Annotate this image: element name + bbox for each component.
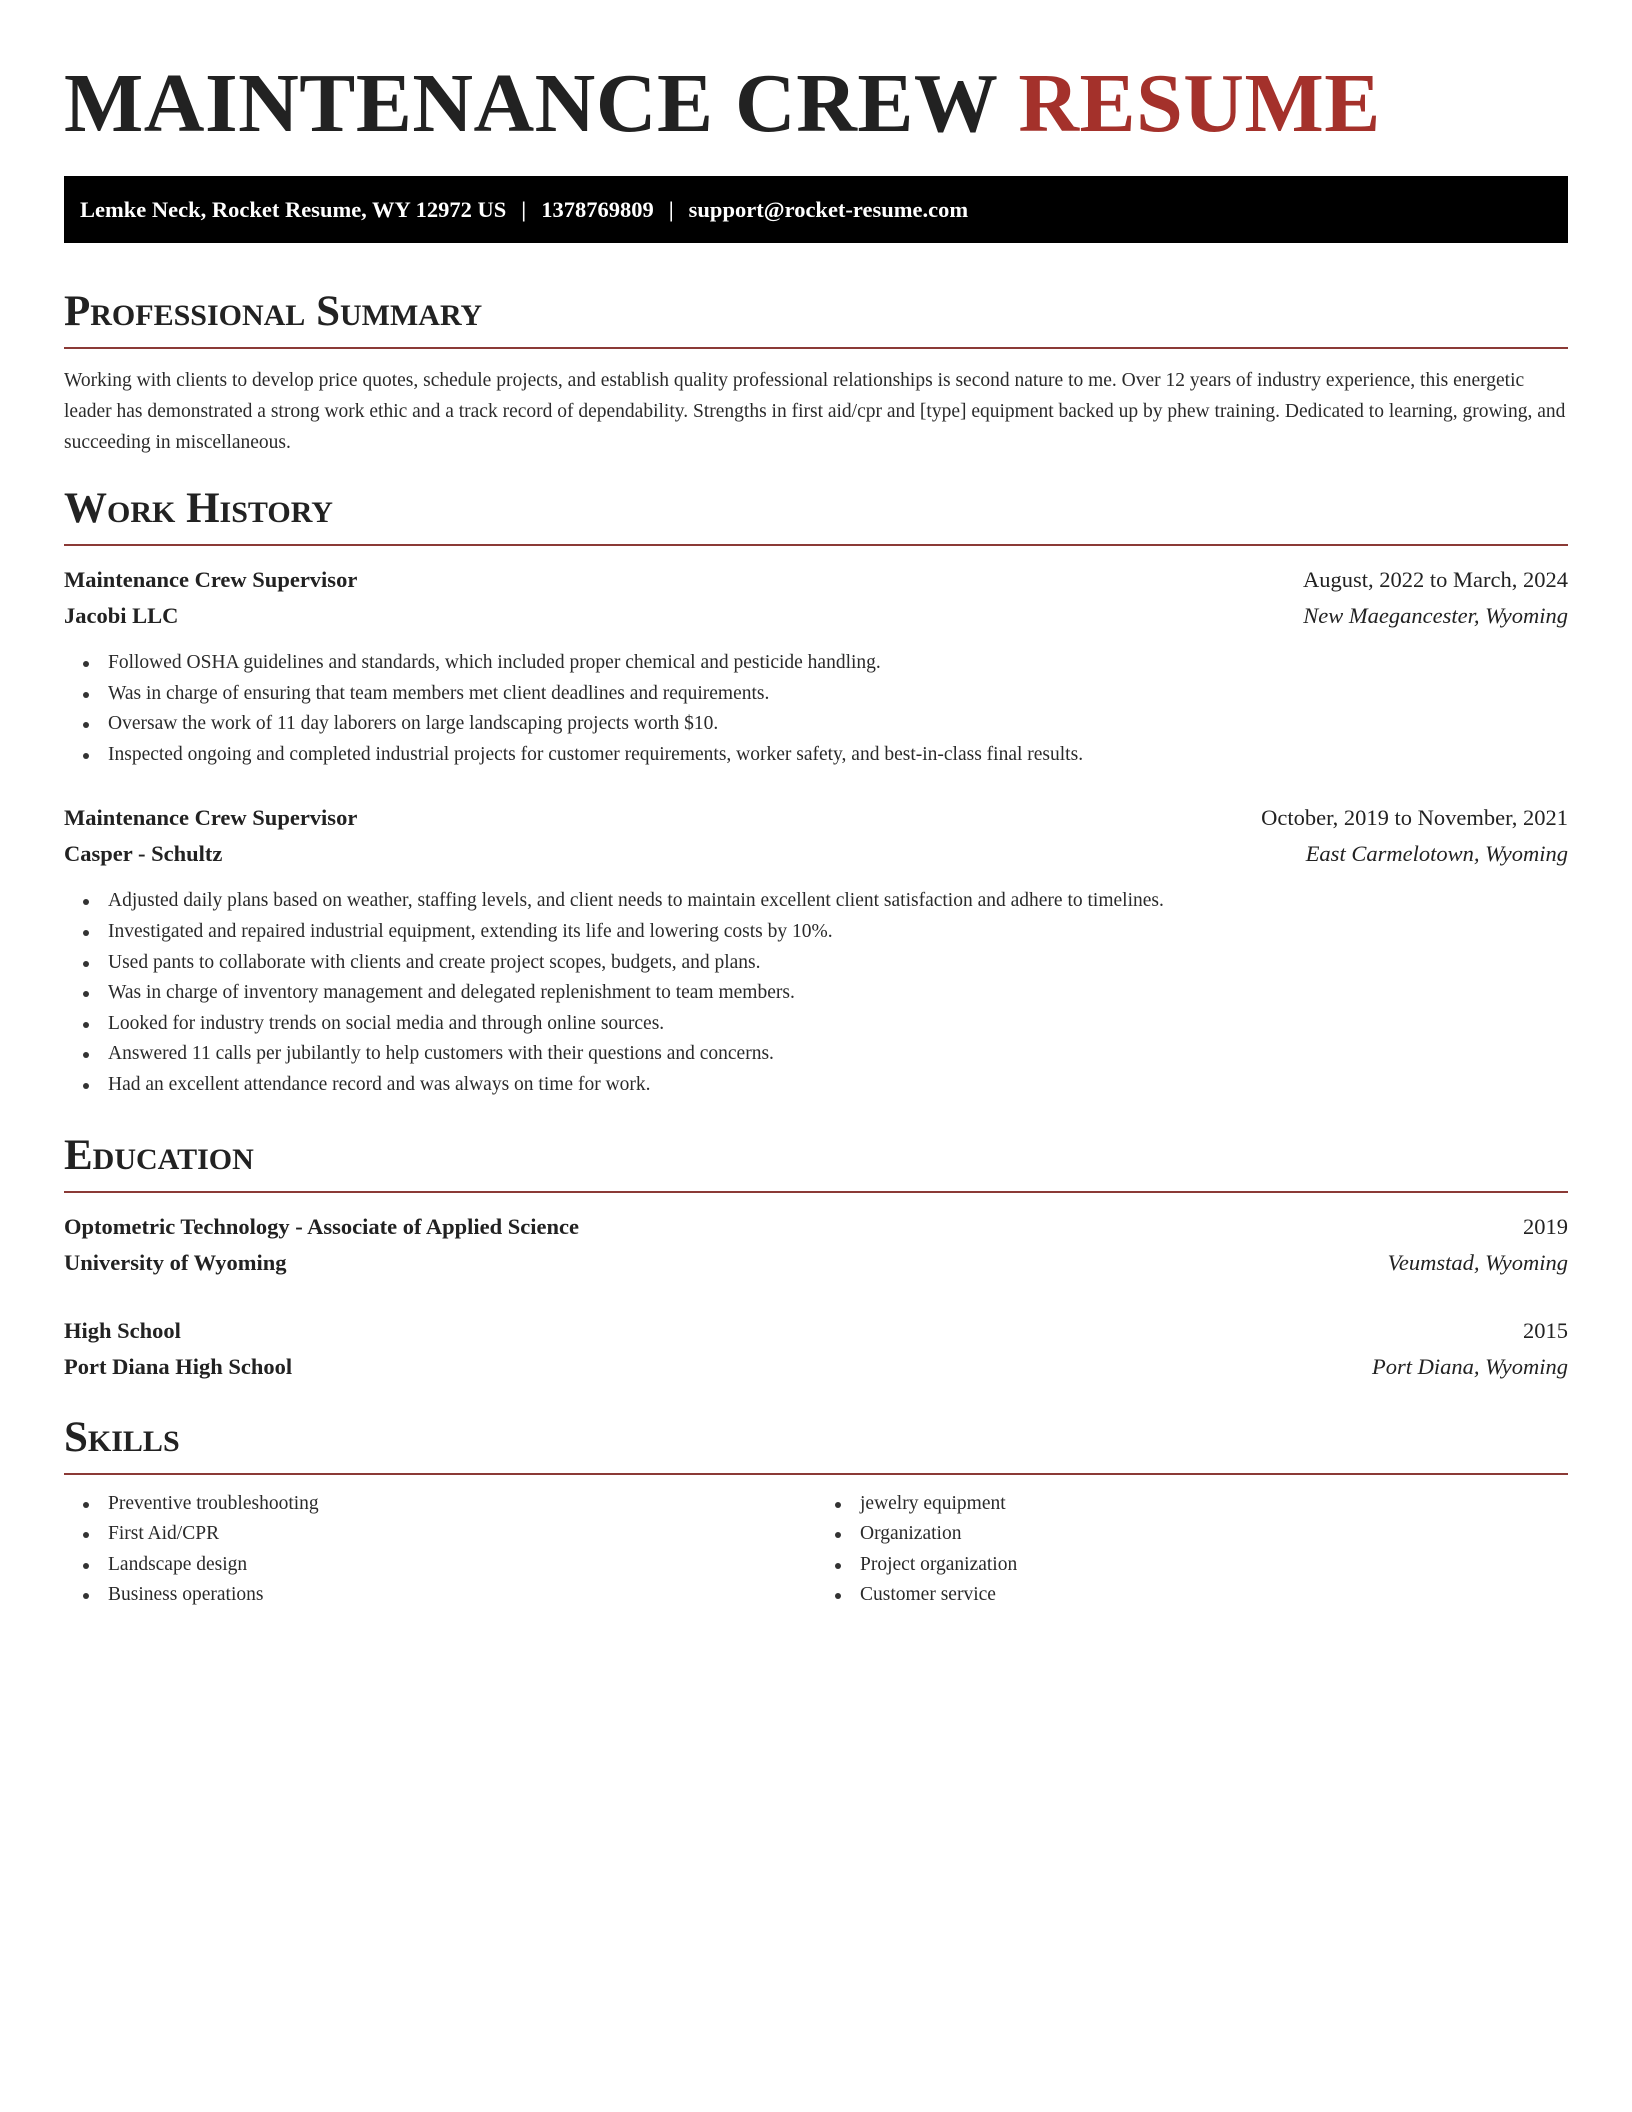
job-location: East Carmelotown, Wyoming [1305, 841, 1568, 867]
education-section [64, 1131, 1568, 1385]
section-divider [64, 544, 1568, 546]
education-year: 2019 [1523, 1213, 1568, 1239]
job-company: Casper - Schultz [64, 841, 223, 867]
skill-item: First Aid/CPR [108, 1519, 816, 1550]
skills-column-left [64, 1489, 816, 1611]
skills-section [64, 1413, 1568, 1611]
education-entry [64, 1209, 1568, 1281]
job-header [64, 800, 1568, 836]
job-entry [64, 562, 1568, 770]
skills-grid [64, 1489, 1568, 1611]
skill-item: Project organization [860, 1550, 1568, 1581]
job-title: Maintenance Crew Supervisor [64, 567, 358, 592]
professional-summary-section [64, 287, 1568, 458]
list-item: Was in charge of ensuring that team members met client deadlines and requirements. [108, 679, 1568, 710]
contact-bar [64, 176, 1568, 243]
education-location: Port Diana, Wyoming [1371, 1353, 1568, 1379]
job-bullets [64, 648, 1568, 770]
list-item: Looked for industry trends on social media and through online sources. [108, 1009, 1568, 1040]
work-history-section [64, 484, 1568, 1101]
section-heading: Skills [64, 1413, 180, 1461]
section-heading: Work History [64, 485, 333, 532]
job-dates: October, 2019 to November, 2021 [1261, 805, 1568, 831]
skill-item: Customer service [860, 1580, 1568, 1611]
contact-separator: | [668, 196, 674, 222]
list-item: Used pants to collaborate with clients and create project scopes, budgets, and plans. [108, 948, 1568, 979]
skill-item: jewelry equipment [860, 1489, 1568, 1520]
job-company: Jacobi LLC [64, 603, 179, 628]
contact-separator: | [521, 196, 527, 222]
list-item: Followed OSHA guidelines and standards, which included proper chemical and pesticide handling. [108, 648, 1568, 679]
list-item: Investigated and repaired industrial equipment, extending its life and lowering costs by 10%. [108, 917, 1568, 948]
skill-item: Business operations [108, 1580, 816, 1611]
education-year: 2015 [1523, 1317, 1568, 1343]
list-item: Adjusted daily plans based on weather, staffing levels, and client needs to maintain excellent client satisfaction and adhere to timelines. [108, 886, 1568, 917]
education-degree: Optometric Technology - Associate of Applied Science [64, 1213, 579, 1239]
skills-column-right [816, 1489, 1568, 1611]
education-header [64, 1209, 1568, 1245]
section-heading: Professional Summary [64, 288, 483, 335]
title-main: MAINTENANCE CREW [64, 57, 997, 150]
job-header [64, 562, 1568, 598]
education-school: University of Wyoming [64, 1249, 287, 1275]
education-subheader [64, 1349, 1568, 1385]
section-heading: Education [64, 1131, 254, 1179]
job-bullets [64, 886, 1568, 1100]
title-accent: RESUME [1018, 57, 1381, 150]
list-item: Was in charge of inventory management and delegated replenishment to team members. [108, 978, 1568, 1009]
section-divider [64, 347, 1568, 349]
job-dates: August, 2022 to March, 2024 [1303, 567, 1568, 592]
summary-text: Working with clients to develop price quotes, schedule projects, and establish quality professional relationships is second nature to me. Over 12 years of industry experience, this energetic leader has demonstrated a strong work ethic and a track record of dependability. Strengths in first aid/cpr and [type] equipment backed up by phew training. Dedicated to learning, growing, and succeeding in miscellaneous. [64, 370, 1566, 453]
contact-address: Lemke Neck, Rocket Resume, WY 12972 US [80, 196, 507, 222]
contact-email: support@rocket-resume.com [688, 196, 969, 222]
education-degree: High School [64, 1317, 181, 1343]
skill-item: Preventive troubleshooting [108, 1489, 816, 1520]
contact-phone: 1378769809 [541, 196, 654, 222]
section-divider [64, 1473, 1568, 1475]
skill-item: Landscape design [108, 1550, 816, 1581]
list-item: Oversaw the work of 11 day laborers on large landscaping projects worth $10. [108, 709, 1568, 740]
section-divider [64, 1191, 1568, 1193]
resume-title [64, 54, 1568, 154]
list-item: Answered 11 calls per jubilantly to help customers with their questions and concerns. [108, 1039, 1568, 1070]
job-entry [64, 800, 1568, 1100]
list-item: Inspected ongoing and completed industrial projects for customer requirements, worker safety, and best-in-class final results. [108, 740, 1568, 771]
education-school: Port Diana High School [64, 1353, 293, 1379]
education-header [64, 1313, 1568, 1349]
education-location: Veumstad, Wyoming [1387, 1249, 1568, 1275]
job-title: Maintenance Crew Supervisor [64, 805, 358, 831]
job-location: New Maegancester, Wyoming [1303, 603, 1568, 628]
skill-item: Organization [860, 1519, 1568, 1550]
job-subheader [64, 598, 1568, 634]
list-item: Had an excellent attendance record and was always on time for work. [108, 1070, 1568, 1101]
education-entry [64, 1313, 1568, 1385]
job-subheader [64, 836, 1568, 872]
education-subheader [64, 1245, 1568, 1281]
